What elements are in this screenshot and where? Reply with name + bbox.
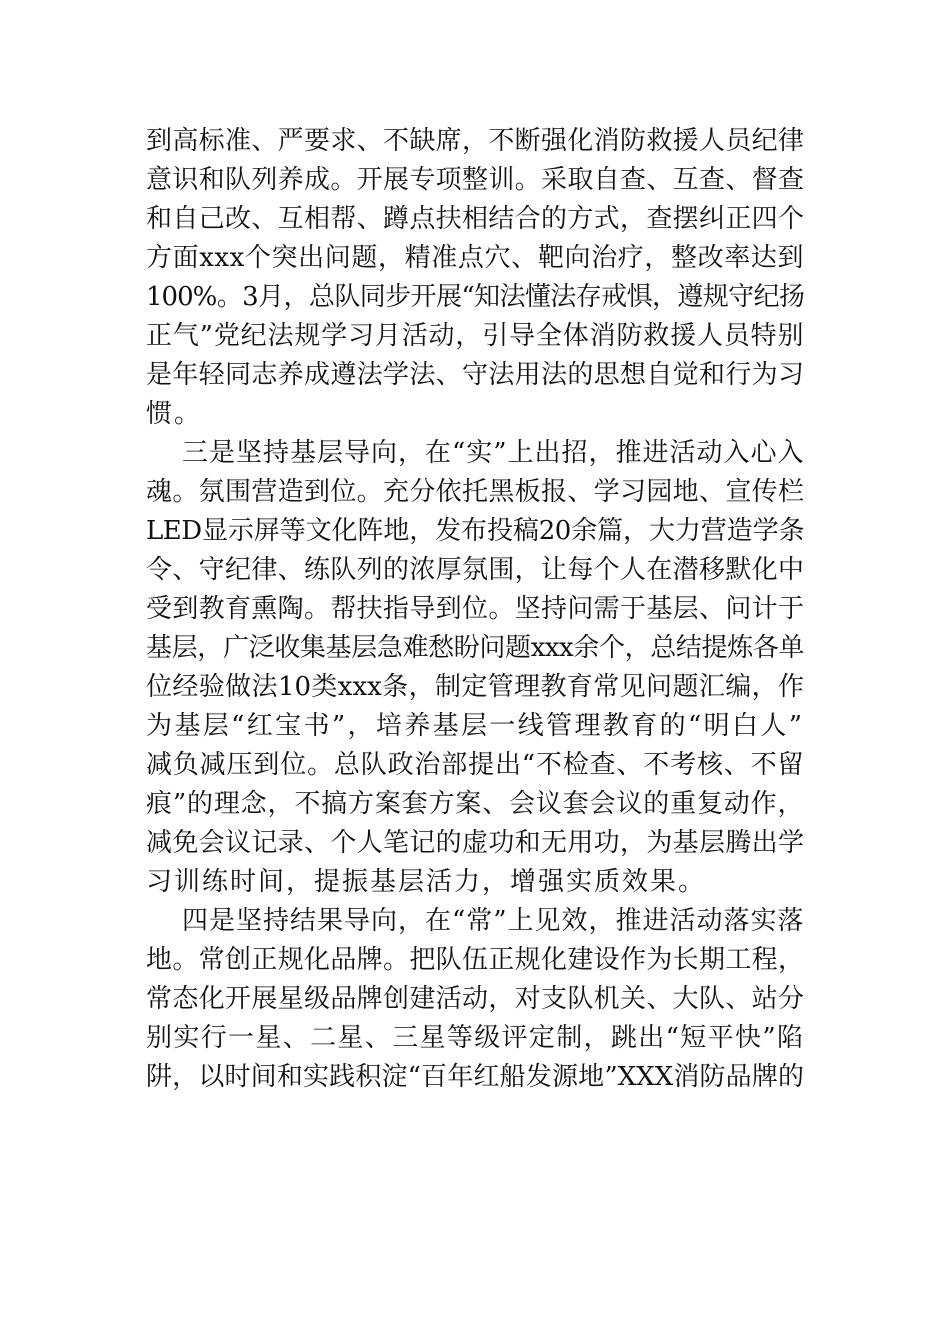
document-body — [146, 122, 804, 1097]
text-line: 习训练时间，提振基层活力，增强实质效果。 — [146, 867, 707, 897]
text-line: 位经验做法10类xxx条，制定管理教育常见问题汇编，作 — [146, 672, 804, 702]
text-line: LED显示屏等文化阵地，发布投稿20余篇，大力营造学条 — [146, 516, 804, 546]
text-line: 是年轻同志养成遵法学法、守法用法的思想自觉和行为习 — [146, 360, 804, 390]
text-line: 100%。3月，总队同步开展“知法懂法存戒惧，遵规守纪扬 — [146, 282, 804, 312]
text-line: 到高标准、严要求、不缺席，不断强化消防救援人员纪律 — [146, 126, 804, 156]
text-line: 受到教育熏陶。帮扶指导到位。坚持问需于基层、问计于 — [146, 594, 804, 624]
text-line: 正气”党纪法规学习月活动，引导全体消防救援人员特别 — [146, 321, 804, 351]
text-line: 减免会议记录、个人笔记的虚功和无用功，为基层腾出学 — [146, 828, 804, 858]
text-line: 地。常创正规化品牌。把队伍正规化建设作为长期工程， — [146, 945, 804, 975]
text-line: 方面xxx个突出问题，精准点穴、靶向治疗，整改率达到 — [146, 243, 804, 273]
text-line: 痕”的理念，不搞方案套方案、会议套会议的重复动作， — [146, 789, 804, 819]
text-line: 四是坚持结果导向，在“常”上见效，推进活动落实落 — [182, 906, 804, 936]
text-line: 令、守纪律、练队列的浓厚氛围，让每个人在潜移默化中 — [146, 555, 804, 585]
text-line: 惯。 — [146, 399, 203, 429]
text-line: 魂。氛围营造到位。充分依托黑板报、学习园地、宣传栏 — [146, 477, 804, 507]
text-line: 常态化开展星级品牌创建活动，对支队机关、大队、站分 — [146, 984, 804, 1014]
text-line: 减负减压到位。总队政治部提出“不检查、不考核、不留 — [146, 750, 804, 780]
text-line: 意识和队列养成。开展专项整训。采取自查、互查、督查 — [146, 165, 804, 195]
text-line: 阱，以时间和实践积淀“百年红船发源地”XXX消防品牌的 — [146, 1062, 804, 1092]
text-line: 别实行一星、二星、三星等级评定制，跳出“短平快”陷 — [146, 1023, 804, 1053]
text-line: 三是坚持基层导向，在“实”上出招，推进活动入心入 — [182, 438, 804, 468]
text-line: 和自己改、互相帮、蹲点扶相结合的方式，查摆纠正四个 — [146, 204, 804, 234]
text-line: 基层，广泛收集基层急难愁盼问题xxx余个，总结提炼各单 — [146, 633, 804, 663]
text-line: 为基层“红宝书”，培养基层一线管理教育的“明白人” — [146, 711, 804, 741]
